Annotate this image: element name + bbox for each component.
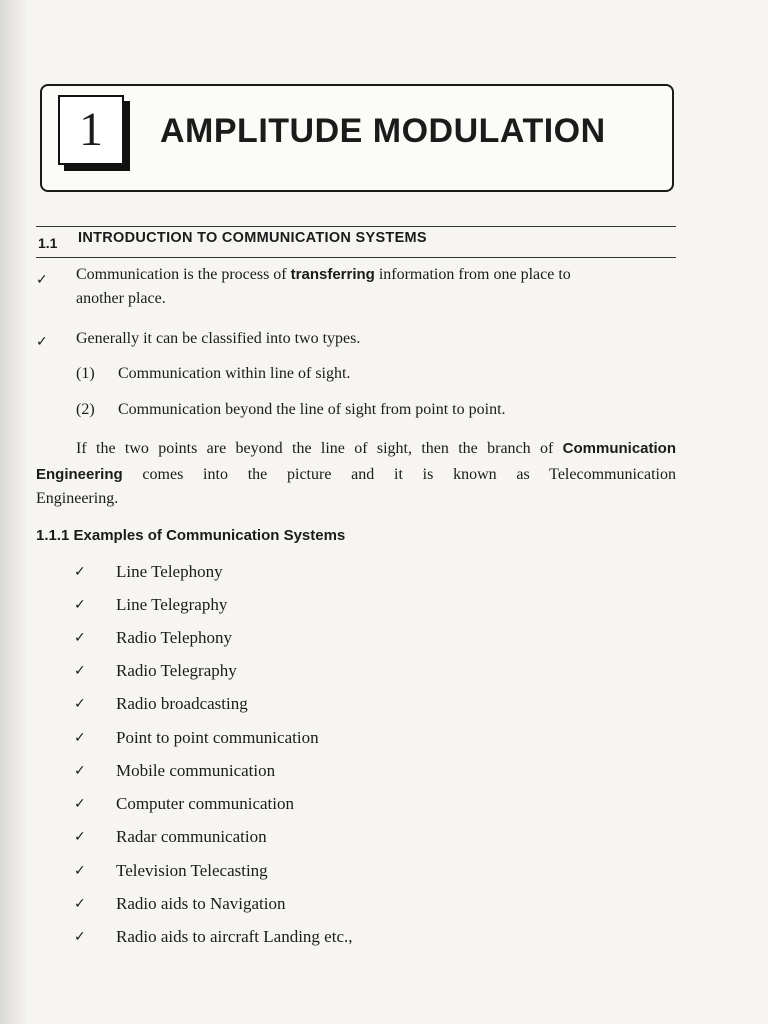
list-item [74, 659, 237, 683]
list-item [74, 792, 294, 816]
list-item-text: Radar communication [116, 827, 267, 846]
page-edge-shadow [0, 0, 28, 1024]
chapter-number: 1 [58, 95, 124, 165]
list-item [74, 825, 267, 849]
list-item [74, 626, 232, 650]
list-item [74, 560, 223, 584]
section-rule-top [36, 226, 676, 227]
check-icon: ✓ [74, 929, 86, 945]
list-item-text: Point to point communication [116, 728, 319, 747]
check-icon: ✓ [74, 829, 86, 845]
list-item-text: Radio Telephony [116, 628, 233, 647]
bullet-1-line-2: another place. [76, 290, 166, 307]
list-item-text: Computer communication [116, 794, 294, 813]
check-icon: ✓ [74, 730, 86, 746]
type-1-number: (1) [76, 365, 95, 382]
list-item [74, 692, 248, 716]
paragraph-line-1 [76, 440, 676, 458]
section-title: INTRODUCTION TO COMMUNICATION SYSTEMS [78, 230, 427, 246]
list-item [74, 892, 286, 916]
paragraph-line-3: Engineering. [36, 490, 119, 507]
bullet-2-text: Generally it can be classified into two types. [76, 330, 361, 347]
bullet-1-text-a: Communication is the process of [76, 266, 291, 283]
check-icon: ✓ [74, 597, 86, 613]
type-2-text: Communication beyond the line of sight from point to point. [118, 401, 506, 418]
list-item-text: Radio aids to aircraft Landing etc., [116, 927, 353, 946]
check-icon: ✓ [74, 630, 86, 646]
chapter-title: AMPLITUDE MODULATION [160, 112, 606, 150]
list-item-text: Mobile communication [116, 761, 276, 780]
list-item [74, 593, 227, 617]
bullet-1-bold: transferring [290, 266, 375, 283]
check-icon: ✓ [74, 663, 86, 679]
type-2-number: (2) [76, 401, 95, 418]
check-icon: ✓ [74, 863, 86, 879]
paragraph-text-b: comes into the picture and it is known as Telecommunication [122, 466, 676, 483]
check-icon: ✓ [74, 763, 86, 779]
list-item [74, 726, 319, 750]
check-icon: ✓ [74, 896, 86, 912]
list-item-text: Radio aids to Navigation [116, 894, 286, 913]
check-icon: ✓ [74, 696, 86, 712]
section-number: 1.1 [38, 235, 58, 251]
paragraph-bold-b: Engineering [36, 466, 123, 483]
paragraph-line-2 [36, 466, 676, 484]
check-icon: ✓ [36, 272, 48, 288]
bullet-1-line-1 [76, 266, 571, 284]
list-item-text: Radio Telegraphy [116, 661, 237, 680]
check-icon: ✓ [36, 334, 48, 350]
subsection-title: 1.1.1 Examples of Communication Systems [36, 527, 346, 544]
list-item [74, 925, 353, 949]
list-item-text: Line Telegraphy [116, 595, 228, 614]
check-icon: ✓ [74, 564, 86, 580]
check-icon: ✓ [74, 796, 86, 812]
list-item [74, 759, 275, 783]
bullet-1-text-b: information from one place to [374, 266, 571, 283]
section-rule-bottom [36, 257, 676, 258]
type-1-text: Communication within line of sight. [118, 365, 351, 382]
list-item-text: Television Telecasting [116, 861, 268, 880]
paragraph-text-a: If the two points are beyond the line of sight, then the branch of [76, 440, 563, 457]
paragraph-bold-a: Communication [562, 440, 676, 457]
list-item-text: Radio broadcasting [116, 694, 248, 713]
list-item-text: Line Telephony [116, 562, 223, 581]
list-item [74, 859, 268, 883]
